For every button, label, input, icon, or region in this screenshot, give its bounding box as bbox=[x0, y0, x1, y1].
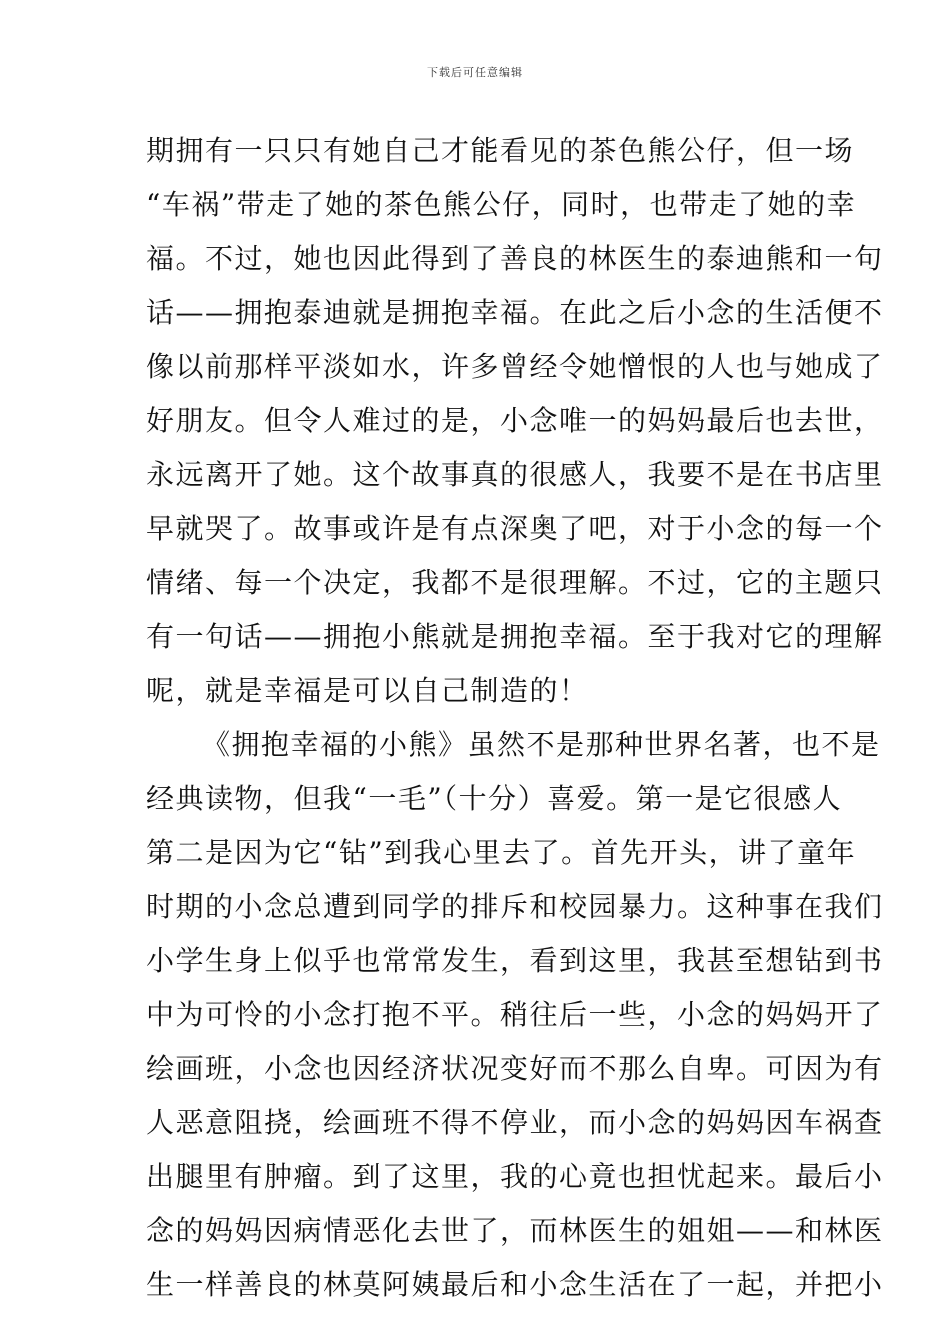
paragraph-1 bbox=[146, 124, 884, 718]
text-line: 呢，就是幸福是可以自己制造的！ bbox=[146, 674, 589, 707]
body-text bbox=[146, 124, 884, 1312]
text-line: 生一样善良的林莫阿姨最后和小念生活在了一起，并把小 bbox=[146, 1268, 884, 1301]
text-line: 福。不过，她也因此得到了善良的林医生的泰迪熊和一句 bbox=[146, 242, 884, 275]
text-line: 绘画班，小念也因经济状况变好而不那么自卑。可因为有 bbox=[146, 1052, 884, 1085]
text-line: 好朋友。但令人难过的是，小念唯一的妈妈最后也去世， bbox=[146, 404, 884, 437]
text-line: 有一句话——拥抱小熊就是拥抱幸福。至于我对它的理解 bbox=[146, 620, 884, 653]
text-line: 永远离开了她。这个故事真的很感人，我要不是在书店里 bbox=[146, 458, 884, 491]
text-line: 出腿里有肿瘤。到了这里，我的心竟也担忧起来。最后小 bbox=[146, 1160, 884, 1193]
text-line: “车祸”带走了她的茶色熊公仔，同时，也带走了她的幸 bbox=[146, 188, 857, 221]
text-line: 人恶意阻挠，绘画班不得不停业，而小念的妈妈因车祸查 bbox=[146, 1106, 884, 1139]
text-line: 像以前那样平淡如水，许多曾经令她憎恨的人也与她成了 bbox=[146, 350, 884, 383]
page-header: 下载后可任意编辑 bbox=[427, 66, 523, 79]
text-line: 经典读物，但我“一毛”（十分）喜爱。第一是它很感人 bbox=[146, 782, 843, 815]
text-line: 早就哭了。故事或许是有点深奥了吧，对于小念的每一个 bbox=[146, 512, 884, 545]
text-line: 话——拥抱泰迪就是拥抱幸福。在此之后小念的生活便不 bbox=[146, 296, 884, 329]
text-line: 《拥抱幸福的小熊》虽然不是那种世界名著，也不是 bbox=[202, 728, 881, 761]
text-line: 小学生身上似乎也常常发生，看到这里，我甚至想钻到书 bbox=[146, 944, 884, 977]
text-line: 中为可怜的小念打抱不平。稍往后一些，小念的妈妈开了 bbox=[146, 998, 884, 1031]
text-line: 期拥有一只只有她自己才能看见的茶色熊公仔，但一场 bbox=[146, 134, 855, 167]
text-line: 时期的小念总遭到同学的排斥和校园暴力。这种事在我们 bbox=[146, 890, 884, 923]
text-line: 情绪、每一个决定，我都不是很理解。不过，它的主题只 bbox=[146, 566, 884, 599]
text-line: 第二是因为它“钻”到我心里去了。首先开头，讲了童年 bbox=[146, 836, 857, 869]
paragraph-2 bbox=[146, 718, 884, 1312]
text-line: 念的妈妈因病情恶化去世了，而林医生的姐姐——和林医 bbox=[146, 1214, 884, 1247]
